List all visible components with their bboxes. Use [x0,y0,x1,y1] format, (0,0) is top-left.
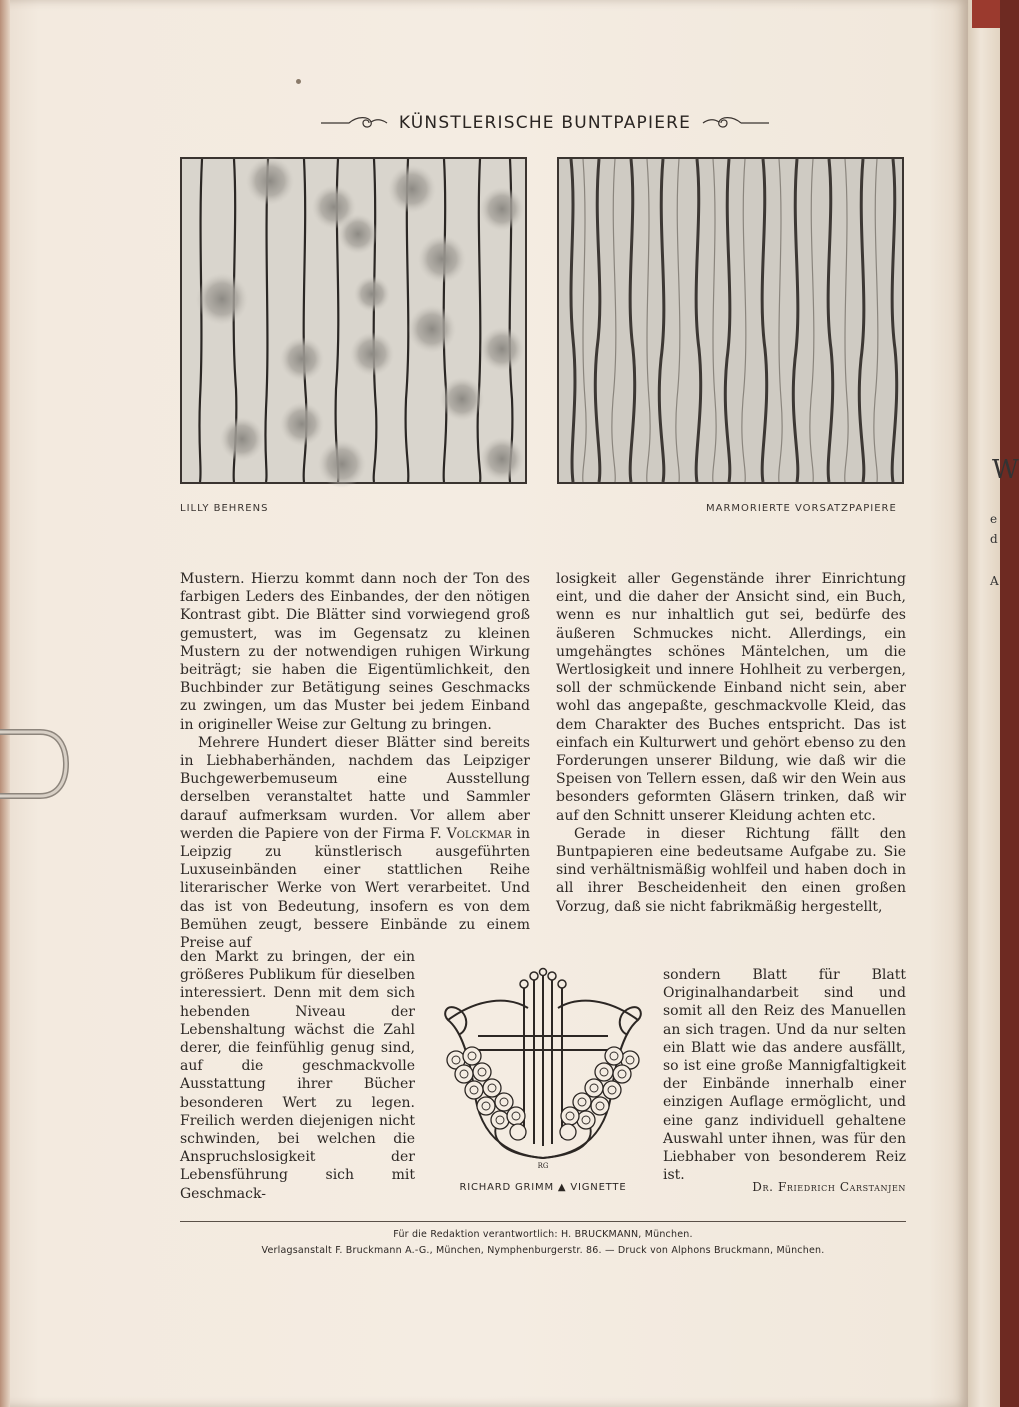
right-paragraph-3: sondern Blatt für Blatt Originalhandarbeit sind und somit all den Reiz des Manuellen an sich tragen. Und da nur selten ein Blatt wie das andere ausfällt, so ist eine große Mannigfaltigkeit der Einbände innerhalb einer einzigen Auflage ermöglicht, und eine ganz individuell gehaltene Auswahl unter ihnen, was für den Liebhaber von besonderem Reiz ist. [663,967,906,1184]
ink-speck [296,79,301,84]
imprint-rule [180,1221,906,1222]
page-title: KÜNSTLERISCHE BUNTPAPIERE [398,113,692,133]
right-paragraph-2: Gerade in dieser Richtung fällt den Buntpapieren eine bedeutsame Aufgabe zu. Sie sind verhältnismäßig wohlfeil und haben doch in all ihrer Bescheidenheit den einen großen Vorzug, daß sie nicht fabrikmäßig hergestellt, [556,825,906,915]
firm-name: Volckmar [446,825,512,842]
vignette-monogram: RG [537,1162,549,1170]
lyre-vignette-icon [438,968,648,1170]
left-paragraph-2-cont: in Leipzig zu künstlerisch ausgeführten Luxuseinbänden einer stattlichen Reihe literarischer Werke von Wert verarbeitet. Und das ist von Bedeutung, insofern es von dem Bemühen zeugt, bessere Einbände zu einem Preise auf [180,825,530,952]
adjacent-letter-4: e [990,512,998,526]
adjacent-letter-3: d [990,532,998,546]
imprint-line-1: Für die Redaktion verantwortlich: H. BRUCKMANN, München. [393,1229,693,1240]
right-ornament-icon [701,114,771,132]
left-column-top [180,570,530,952]
left-ornament-icon [319,114,389,132]
plate-lilly-behrens [180,157,527,484]
left-paragraph-2 [180,734,530,952]
adjacent-page-edge [968,0,1019,1407]
imprint-line-2: Verlagsanstalt F. Bruckmann A.-G., München, Nymphenburgerstr. 86. — Druck von Alphons Bruckmann, München. [261,1245,825,1256]
plate-left-caption: LILLY BEHRENS [180,503,269,514]
paper-clip-icon [0,712,72,814]
page-gutter [0,0,10,1407]
left-column-bottom [180,948,415,1203]
vignette-caption: RICHARD GRIMM ▲ VIGNETTE [459,1182,627,1193]
plate-right-caption: MARMORIERTE VORSATZPAPIERE [706,503,897,514]
adjacent-letter-2: A [990,574,999,588]
left-paragraph-3: den Markt zu bringen, der ein größeres Publikum für dieselben interessiert. Denn mit dem sich hebenden Niveau der Lebenshaltung wächst die Zahl derer, die feinfühlig genug sind, auf die geschmackvolle Ausstattung ihrer Bücher besonderen Wert zu legen. Freilich werden diejenigen nicht schwinden, bei welchen die Anspruchslosigkeit der Lebensführung sich mit Geschmack- [180,949,415,1202]
binding-corner [972,0,1000,28]
article-author: Dr. Friedrich Carstanjen [752,1180,906,1194]
adjacent-letter-1: W [992,455,1019,485]
right-paragraph-1: losigkeit aller Gegenstände ihrer Einrichtung eint, und die daher der Ansicht sind, ein Buch, wenn es nur inhaltlich gut sei, bedürfe des äußeren Schmuckes nicht. Allerdings, ein umgehängtes schönes Mäntelchen, um die Wertlosigkeit und innere Hohlheit zu verbergen, soll der schmückende Einband nicht sein, aber wohl das angepaßte, geschmackvolle Kleid, das dem Charakter des Buches entspricht. Das ist einfach ein Kulturwert und gehört ebenso zu den Forderungen unserer Bildung, wie daß wir die Speisen von Tellern essen, daß wir den Wein aus besonders geformten Gläsern trinken, daß wir auf den Schnitt unserer Kleidung achten etc. [556,571,906,824]
left-paragraph-2-text: Mehrere Hundert dieser Blätter sind bereits in Liebhaberhänden, nachdem das Leipziger Buchgewerbemuseum eine Ausstellung derselben veranstaltet hatte und Sammler darauf aufmerksam wurden. Vor allem aber werden die Papiere von der Firma F. [180,734,530,842]
right-column-bottom [663,966,906,1184]
running-header [300,110,790,136]
plate-marmorierte [557,157,904,484]
left-paragraph-1: Mustern. Hierzu kommt dann noch der Ton des farbigen Leders des Einbandes, der den nötigen Kontrast gibt. Die Blätter sind vorwiegend groß gemustert, was im Gegensatz zu kleinen Mustern zu der notwendigen ruhigen Wirkung beiträgt; sie haben die Eigentümlichkeit, den Buchbinder zur Betätigung seines Geschmacks zu zwingen, um das Muster bei jedem Einband in origineller Weise zur Geltung zu bringen. [180,571,530,733]
right-column-top [556,570,906,916]
